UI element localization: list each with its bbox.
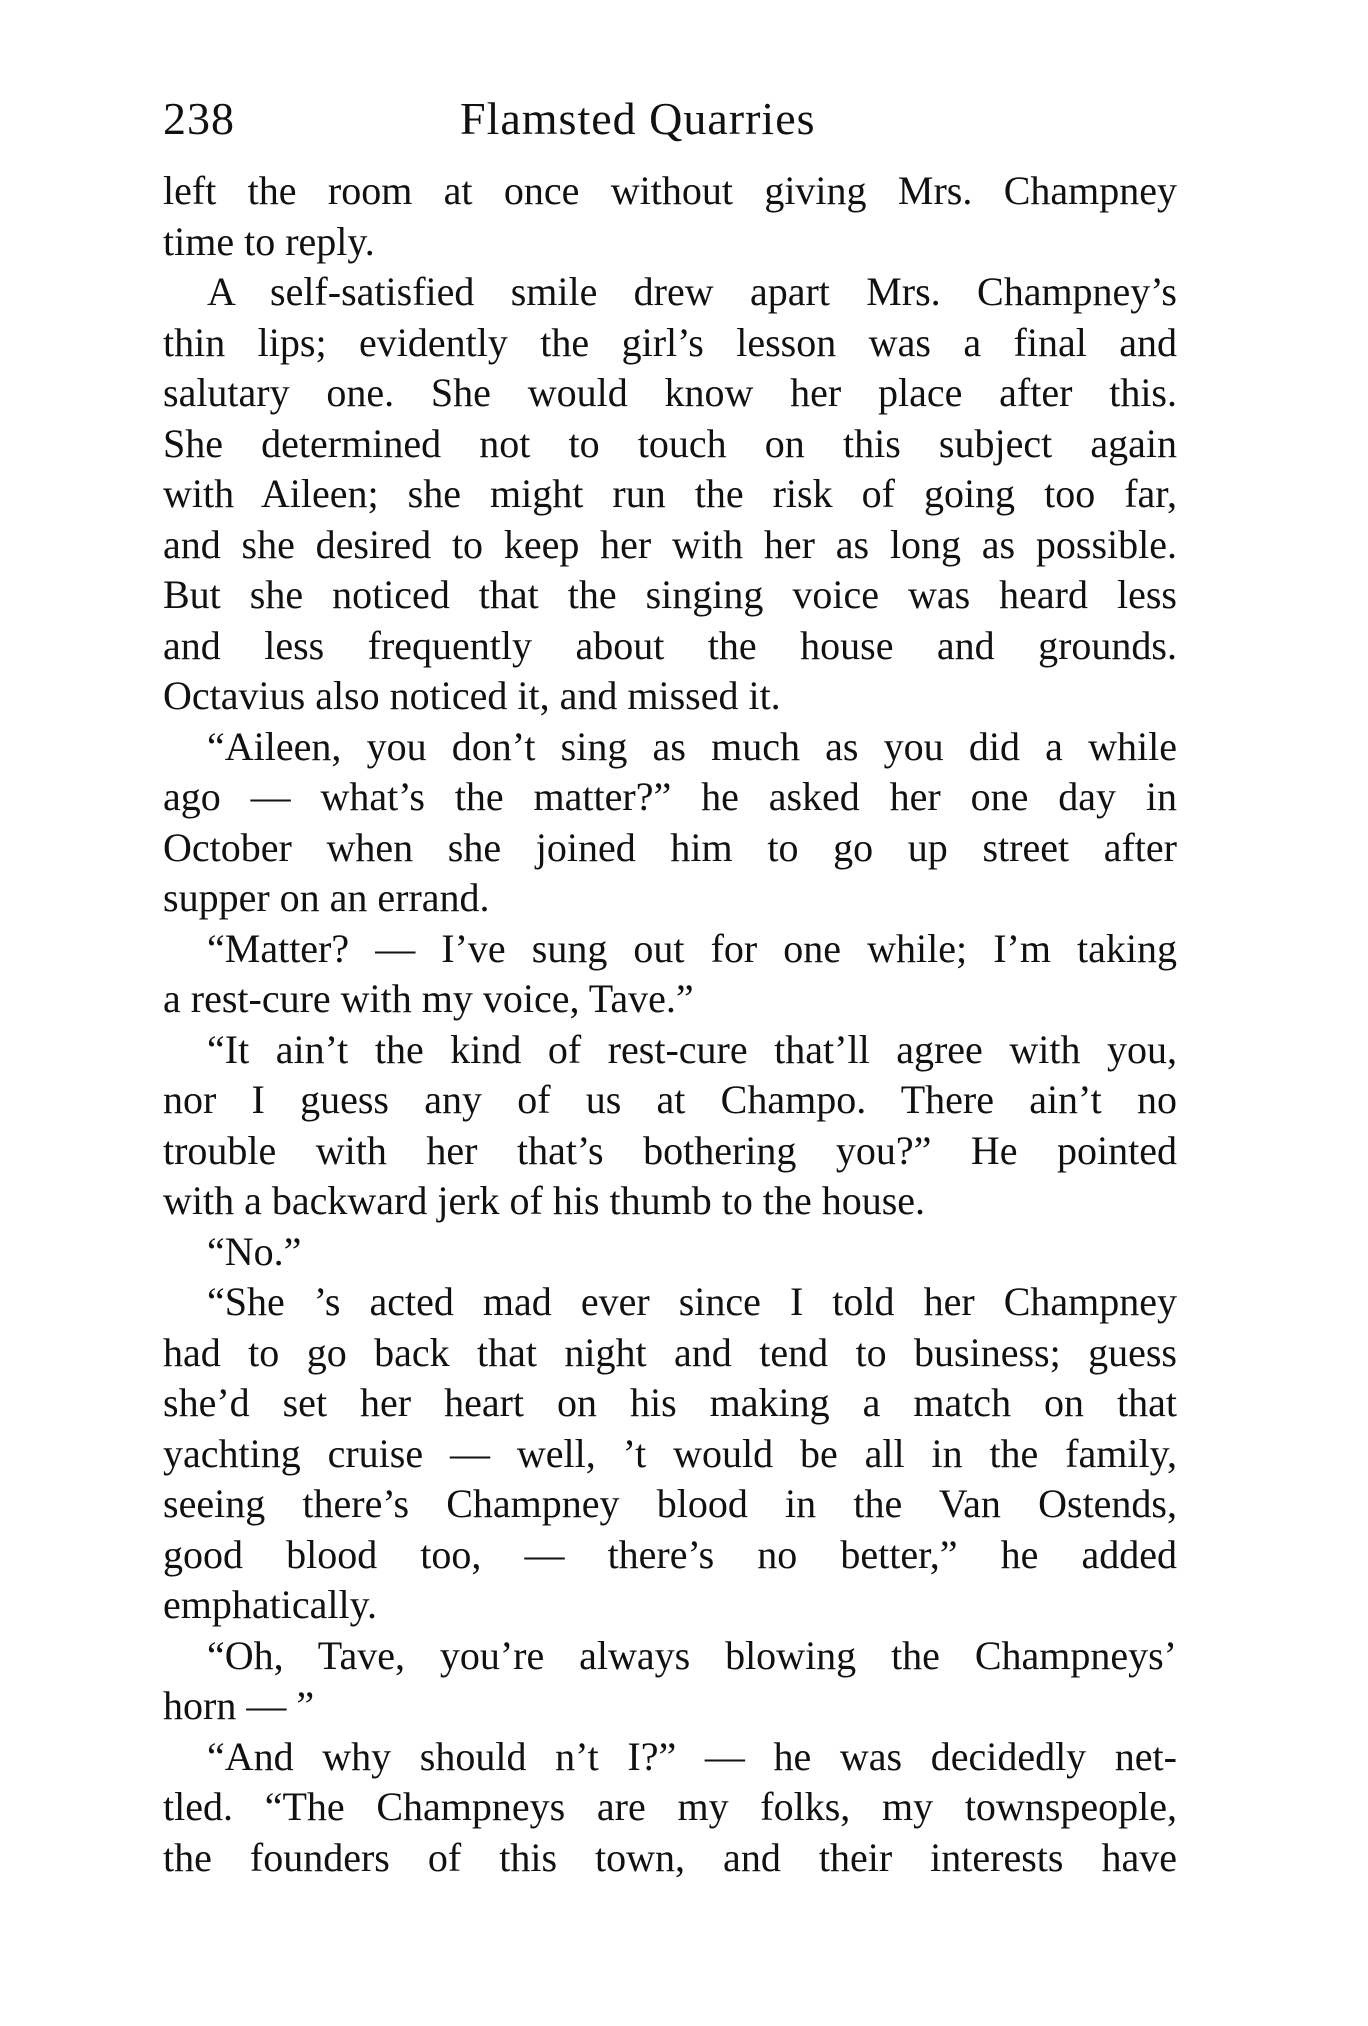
text-line: and less frequently about the house and grounds. [163, 622, 1177, 668]
text-line: the founders of this town, and their interests have [163, 1834, 1177, 1880]
text-line: she’d set her heart on his making a match on that [163, 1380, 1177, 1425]
text-line: October when she joined him to go up street after [163, 824, 1177, 870]
text-line: “She ’s acted mad ever since I told her Champney [207, 1279, 1177, 1324]
text-line: She determined not to touch on this subject again [163, 420, 1177, 466]
text-line: time to reply. [163, 218, 375, 264]
text-line: seeing there’s Champney blood in the Van Ostends, [163, 1481, 1177, 1526]
text-line: supper on an errand. [163, 875, 490, 920]
text-line: thin lips; evidently the girl’s lesson was a final and [163, 319, 1177, 365]
text-line: “Aileen, you don’t sing as much as you did a while [207, 723, 1177, 769]
text-line: “Oh, Tave, you’re always blowing the Champneys’ [207, 1632, 1177, 1678]
text-line: trouble with her that’s bothering you?” He pointed [163, 1127, 1177, 1173]
text-line: ago — what’s the matter?” he asked her one day in [163, 774, 1177, 819]
text-line: good blood too, — there’s no better,” he added [163, 1531, 1177, 1577]
text-line: had to go back that night and tend to business; guess [163, 1329, 1177, 1375]
text-line: Octavius also noticed it, and missed it. [163, 673, 781, 718]
text-line: tled. “The Champneys are my folks, my townspeople, [163, 1784, 1177, 1829]
text-line: salutary one. She would know her place after this. [163, 370, 1177, 415]
text-line: nor I guess any of us at Champo. There ain’t no [163, 1077, 1177, 1122]
text-line: horn — ” [163, 1683, 315, 1728]
page-header [163, 92, 1177, 152]
text-line: with a backward jerk of his thumb to the house. [163, 1178, 926, 1223]
text-line: yachting cruise — well, ’t would be all in the family, [163, 1430, 1177, 1476]
text-line: left the room at once without giving Mrs. Champney [163, 168, 1177, 213]
text-line: emphatically. [163, 1582, 377, 1627]
text-line: and she desired to keep her with her as long as possible. [163, 521, 1177, 567]
text-line: A self-satisfied smile drew apart Mrs. Champney’s [207, 269, 1177, 314]
text-line: with Aileen; she might run the risk of going too far, [163, 471, 1177, 516]
text-line: a rest-cure with my voice, Tave.” [163, 976, 694, 1021]
body-text [163, 166, 1177, 1883]
text-line: “Matter? — I’ve sung out for one while; I’m taking [207, 925, 1177, 971]
text-line: “No.” [207, 1228, 302, 1274]
text-line: “And why should n’t I?” — he was decidedly net- [207, 1733, 1177, 1779]
text-line: “It ain’t the kind of rest-cure that’ll agree with you, [207, 1026, 1177, 1072]
page-number: 238 [163, 93, 235, 144]
text-line: But she noticed that the singing voice was heard less [163, 572, 1177, 617]
running-title: Flamsted Quarries [460, 93, 816, 144]
